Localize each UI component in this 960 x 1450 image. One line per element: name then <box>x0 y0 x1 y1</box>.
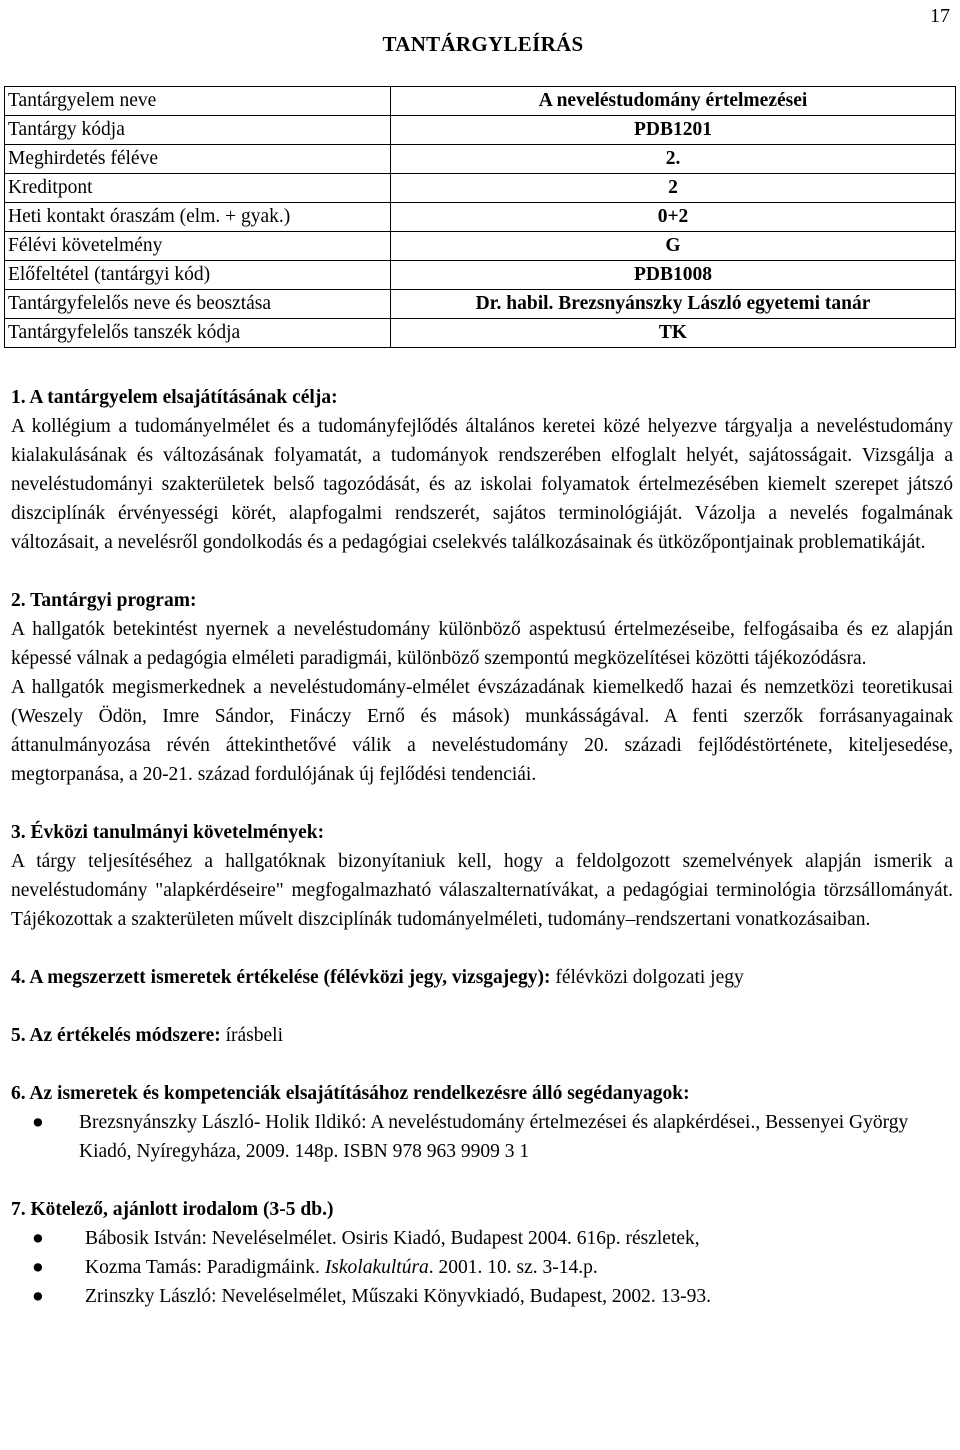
bullet-icon: ● <box>32 1228 44 1249</box>
table-row <box>5 203 956 232</box>
section-heading: 6. Az ismeretek és kompetenciák elsajátításához rendelkezésre álló segédanyagok: <box>11 1083 690 1104</box>
section-heading: 1. A tantárgyelem elsajátításának célja: <box>11 387 338 408</box>
course-info-table <box>4 86 956 348</box>
section-goal <box>11 383 953 557</box>
row-value: G <box>391 232 956 261</box>
section-materials <box>11 1079 953 1166</box>
journal-title: Iskolakultúra <box>324 1257 429 1278</box>
table-row <box>5 116 956 145</box>
table-row <box>5 261 956 290</box>
row-label: Félévi követelmény <box>5 232 391 261</box>
section-requirements <box>11 818 953 934</box>
document-body <box>11 383 953 1311</box>
section-evaluation <box>11 963 953 992</box>
row-value: TK <box>391 319 956 348</box>
row-label: Előfeltétel (tantárgyi kód) <box>5 261 391 290</box>
row-label: Tantárgyfelelős tanszék kódja <box>5 319 391 348</box>
section-heading: 5. Az értékelés módszere: <box>11 1025 221 1046</box>
row-value: PDB1008 <box>391 261 956 290</box>
row-label: Kreditpont <box>5 174 391 203</box>
section-heading: 7. Kötelező, ajánlott irodalom (3-5 db.) <box>11 1199 334 1220</box>
section-value: félévközi dolgozati jegy <box>550 967 744 988</box>
row-label: Tantárgyelem neve <box>5 87 391 116</box>
row-value: A neveléstudomány értelmezései <box>391 87 956 116</box>
list-item-text: Brezsnyánszky László- Holik Ildikó: A neveléstudomány értelmezései és alapkérdései., Bessenyei György Kiadó, Nyíregyháza, 2009. 148p. ISBN 978 963 9909 3 1 <box>79 1112 909 1162</box>
section-text: A hallgatók megismerkednek a neveléstudomány-elmélet évszázadának kiemelkedő hazai és nemzetközi teoretikusai (Weszely Ödön, Imre Sándor, Fináczy Ernő és mások) munkásságával. A fenti szerzők forrásanyagainak áttanulmányozása révén áttekinthetővé válik a neveléstudomány 20. századi fejlődéstörténete, kiteljesedése, megtorpanása, a 20-21. század fordulójának új fejlődési tendenciái. <box>11 677 953 785</box>
section-heading: 3. Évközi tanulmányi követelmények: <box>11 822 325 843</box>
row-value: Dr. habil. Brezsnyánszky László egyetemi tanár <box>391 290 956 319</box>
section-text: A hallgatók betekintést nyernek a neveléstudomány különböző aspektusú értelmezéseibe, felfogásaiba és ez alapján képessé válnak a pedagógia elméleti paradigmái, különböző szempontú megközelítései közötti tájékozódásra. <box>11 619 953 669</box>
section-method <box>11 1021 953 1050</box>
list-item-text: Zrinszky László: Neveléselmélet, Műszaki Könyvkiadó, Budapest, 2002. 13-93. <box>85 1286 712 1307</box>
list-item-text: Kozma Tamás: Paradigmáink. <box>85 1257 325 1278</box>
row-label: Tantárgy kódja <box>5 116 391 145</box>
section-heading: 2. Tantárgyi program: <box>11 590 197 611</box>
table-row <box>5 232 956 261</box>
section-text: A kollégium a tudományelmélet és a tudományfejlődés általános keretei közé helyezve tárgyalja a neveléstudomány kialakulásának és változásának folyamatát, a tudományok rendszerében elfoglalt helyét, sajátosságait. Vizsgálja a neveléstudományi szakterületek belső tagozódását, és az iskolai folyamatok értelmezésében kiemelt szerepet játszó diszciplínák érvényességi körét, alapfogalmi rendszerét, sajátos terminológiáját. Vázolja a nevelés fogalmának változásait, a nevelésről gondolkodás és a pedagógiai cselekvés találkozásainak és ütközőpontjainak problematikáját. <box>11 416 953 553</box>
row-value: 0+2 <box>391 203 956 232</box>
row-value: 2 <box>391 174 956 203</box>
list-item <box>11 1108 953 1166</box>
table-row <box>5 319 956 348</box>
table-row <box>5 290 956 319</box>
materials-list <box>11 1108 953 1166</box>
section-heading: 4. A megszerzett ismeretek értékelése (félévközi jegy, vizsgajegy): <box>11 967 551 988</box>
document-title: TANTÁRGYLEÍRÁS <box>382 32 584 56</box>
bullet-icon: ● <box>32 1112 44 1133</box>
list-item <box>11 1282 953 1311</box>
section-literature <box>11 1195 953 1311</box>
section-program <box>11 586 953 789</box>
literature-list <box>11 1224 953 1311</box>
page-number: 17 <box>930 5 950 27</box>
row-label: Heti kontakt óraszám (elm. + gyak.) <box>5 203 391 232</box>
table-row <box>5 87 956 116</box>
list-item-text: Bábosik István: Neveléselmélet. Osiris Kiadó, Budapest 2004. 616p. részletek, <box>85 1228 700 1249</box>
bullet-icon: ● <box>32 1286 44 1307</box>
list-item <box>11 1253 953 1282</box>
list-item-text: . 2001. 10. sz. 3-14.p. <box>428 1257 598 1278</box>
table-row <box>5 145 956 174</box>
row-value: 2. <box>391 145 956 174</box>
bullet-icon: ● <box>32 1257 44 1278</box>
section-line <box>11 963 953 992</box>
section-text: A tárgy teljesítéséhez a hallgatóknak bizonyítaniuk kell, hogy a feldolgozott szemelvények alapján ismerik a neveléstudomány "alapkérdéseire" megfogalmazható válaszalternatívákat, a pedagógiai terminológia törzsállományát. Tájékozottak a szakterületen művelt diszciplínák tudományelméleti, tudomány–rendszertani vonatkozásaiban. <box>11 851 953 930</box>
row-label: Meghirdetés féléve <box>5 145 391 174</box>
row-label: Tantárgyfelelős neve és beosztása <box>5 290 391 319</box>
section-line <box>11 1021 953 1050</box>
row-value: PDB1201 <box>391 116 956 145</box>
table-row <box>5 174 956 203</box>
section-value: írásbeli <box>220 1025 284 1046</box>
list-item <box>11 1224 953 1253</box>
